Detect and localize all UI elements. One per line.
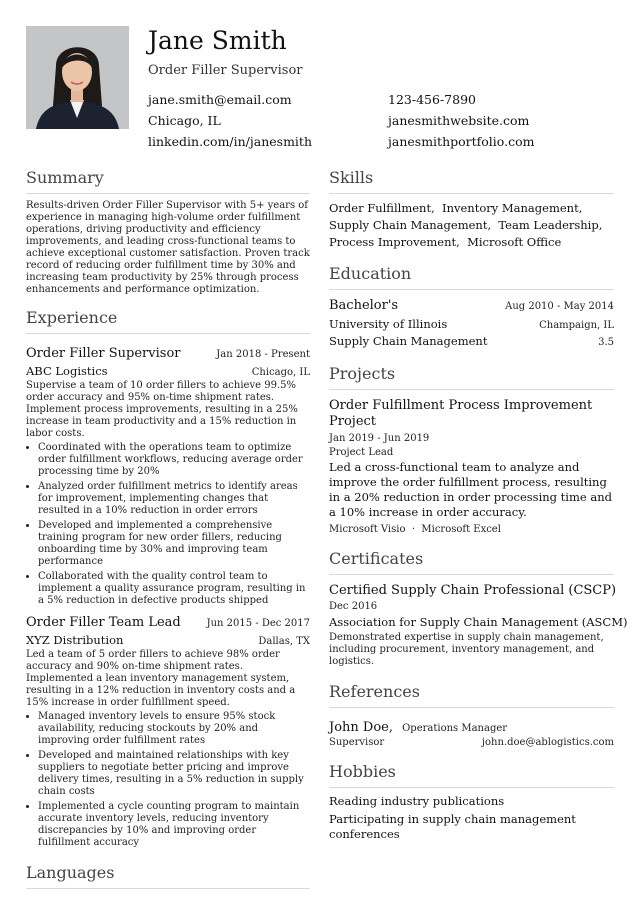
job-description: Led a team of 5 order fillers to achieve 98% order accuracy and 90% on-time shipment rates. Implemented a lean inventory management system, resulting in a 12% reduction in inventory costs and a 15% increase in order fulfillment speed. — [26, 649, 296, 708]
linkedin-link[interactable]: linkedin.com/in/janesmith — [148, 134, 313, 149]
candidate-name: Jane Smith — [148, 26, 287, 55]
project-title: Order Fulfillment Process Improvement Project — [329, 398, 593, 429]
field-of-study: Supply Chain Management — [329, 334, 488, 348]
job-entry — [26, 615, 310, 849]
experience-heading: Experience — [26, 308, 310, 334]
certificate-issuer: Association for Supply Chain Management (ASCM) — [329, 615, 628, 629]
skill-line: Supply Chain Management, Team Leadership, — [329, 218, 603, 232]
job-bullets — [26, 442, 310, 607]
job-title: Order Filler Supervisor — [26, 346, 181, 361]
location-text: Chicago, IL — [148, 113, 221, 128]
candidate-title: Order Filler Supervisor — [148, 63, 303, 78]
references-heading: References — [329, 682, 614, 708]
experience-section — [26, 308, 310, 849]
job-location: Dallas, TX — [258, 636, 310, 647]
job-entry — [26, 346, 310, 607]
left-column — [26, 168, 310, 895]
list-item: • Analyzed order fulfillment metrics to identify areas for improvement, implementing changes that resulted in a 10% reduction in order errors — [38, 481, 310, 517]
right-column — [329, 168, 628, 842]
portfolio-link[interactable]: janesmithportfolio.com — [388, 134, 535, 149]
list-item: • Managed inventory levels to ensure 95% stock availability, reducing stockouts by 20% and improving order fulfillment rates — [38, 711, 310, 747]
hobby-item: Reading industry publications — [329, 794, 505, 808]
gpa-value: 3.5 — [598, 337, 614, 348]
languages-heading: Languages — [26, 863, 310, 889]
list-item: • Implemented a cycle counting program to maintain accurate inventory levels, reducing inventory discrepancies by 10% and improving order fulfillment accuracy — [38, 801, 310, 849]
project-tools: Microsoft Visio · Microsoft Excel — [329, 524, 501, 535]
reference-email[interactable]: john.doe@ablogistics.com — [481, 737, 614, 748]
website-link[interactable]: janesmithwebsite.com — [388, 113, 530, 128]
list-item: • Developed and implemented a comprehensive training program for new order fillers, reducing onboarding time by 30% and improving team performance — [38, 520, 310, 568]
education-section — [329, 264, 614, 350]
degree-name: Bachelor's — [329, 298, 399, 313]
reference-role: Supervisor — [329, 737, 385, 748]
certificates-section — [329, 549, 628, 668]
certificate-description: Demonstrated expertise in supply chain management, including procurement, inventory management, and logistics. — [329, 632, 604, 667]
languages-section — [26, 863, 310, 889]
hobbies-section — [329, 762, 614, 842]
project-role: Project Lead — [329, 447, 394, 458]
summary-heading: Summary — [26, 168, 310, 194]
list-item: • Collaborated with the quality control team to implement a quality assurance program, resulting in a 5% reduction in defective products shipped — [38, 571, 310, 607]
school-location: Champaign, IL — [539, 320, 614, 331]
job-dates: Jun 2015 - Dec 2017 — [206, 618, 310, 629]
certificate-name: Certified Supply Chain Professional (CSCP) — [329, 583, 617, 598]
summary-section — [26, 168, 310, 296]
portrait-image — [26, 26, 129, 129]
education-heading: Education — [329, 264, 614, 290]
certificate-date: Dec 2016 — [329, 601, 378, 612]
skill-line: Process Improvement, Microsoft Office — [329, 235, 562, 249]
skill-line: Order Fulfillment, Inventory Management, — [329, 201, 583, 215]
education-dates: Aug 2010 - May 2014 — [505, 301, 614, 312]
project-description: Led a cross-functional team to analyze and improve the order fulfillment process, resulting in a 20% reduction in order processing time and a 10% increase in order accuracy. — [329, 460, 612, 519]
skills-section — [329, 168, 614, 251]
job-dates: Jan 2018 - Present — [216, 349, 310, 360]
hobby-item: Participating in supply chain management conferences — [329, 812, 576, 841]
job-description: Supervise a team of 10 order fillers to achieve 99.5% order accuracy and 95% on-time shipment rates. Implement process improvements, resulting in a 25% increase in team productivity and a 15% reduction in labor costs. — [26, 380, 298, 439]
job-location: Chicago, IL — [251, 367, 310, 378]
projects-heading: Projects — [329, 364, 614, 390]
company-name: XYZ Distribution — [26, 633, 124, 647]
summary-text: Results-driven Order Filler Supervisor with 5+ years of experience in managing high-volume order fulfillment operations, driving productivity and efficiency improvements, and leading cross-functional teams to achieve exceptional customer satisfaction. Proven track record of reducing order fulfillment time by 30% and increasing team productivity by 25% through process enhancements and performance optimization. — [26, 200, 310, 295]
reference-name: John Doe, — [329, 720, 393, 735]
project-dates: Jan 2019 - Jun 2019 — [329, 433, 430, 444]
hobbies-heading: Hobbies — [329, 762, 614, 788]
job-bullets — [26, 711, 310, 849]
company-name: ABC Logistics — [26, 364, 108, 378]
reference-title: Operations Manager — [402, 723, 508, 734]
school-name: University of Illinois — [329, 317, 448, 331]
job-title: Order Filler Team Lead — [26, 615, 181, 630]
skills-heading: Skills — [329, 168, 614, 194]
phone-number: 123-456-7890 — [388, 92, 476, 107]
certificates-heading: Certificates — [329, 549, 614, 575]
list-item: • Coordinated with the operations team to optimize order fulfillment workflows, reducing average order processing time by 20% — [38, 442, 310, 478]
list-item: • Developed and maintained relationships with key suppliers to negotiate better pricing and improve delivery times, resulting in a 5% reduction in supply chain costs — [38, 750, 310, 798]
projects-section — [329, 364, 614, 535]
email-link[interactable]: jane.smith@email.com — [148, 92, 292, 107]
references-section — [329, 682, 614, 748]
profile-photo — [26, 26, 129, 129]
